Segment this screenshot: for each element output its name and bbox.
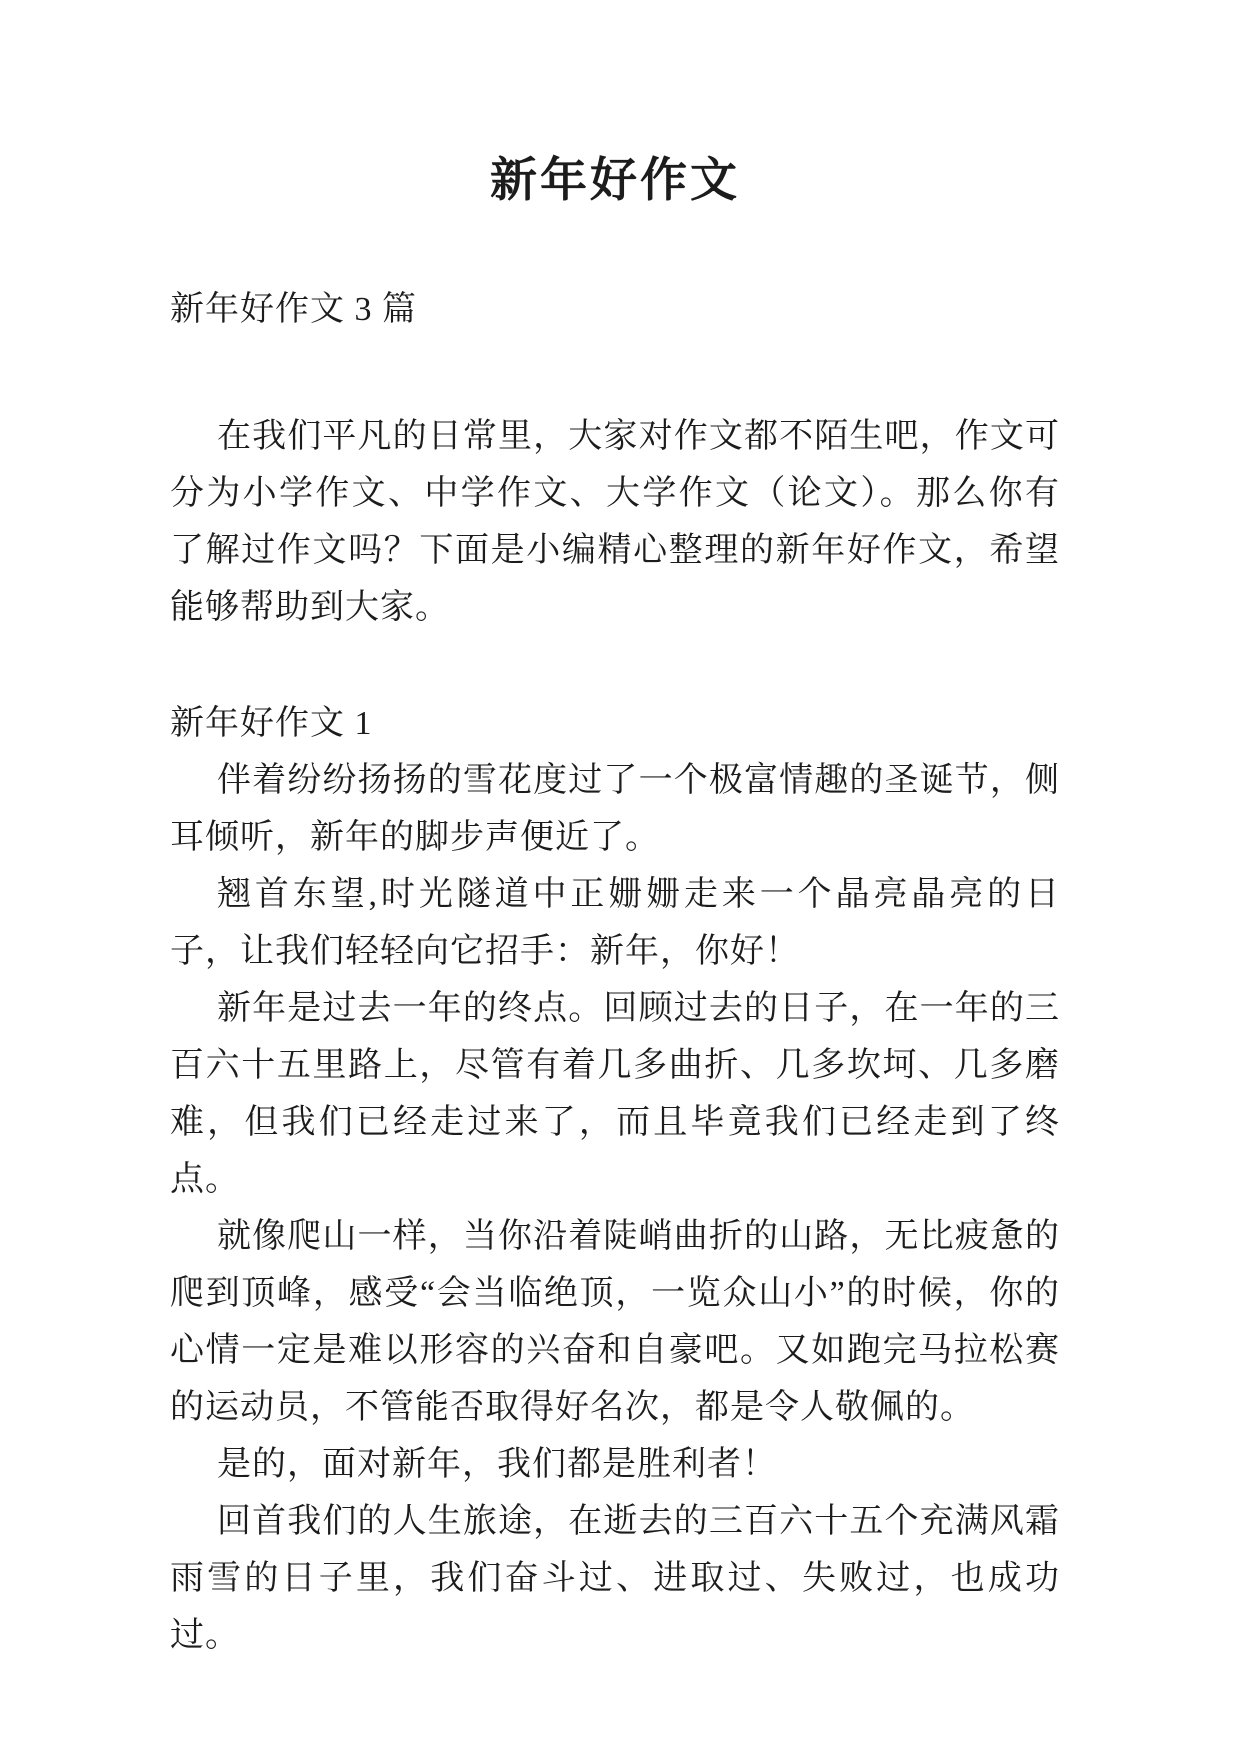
essay-paragraphs bbox=[170, 752, 1060, 1664]
document-title: 新年好作文 bbox=[490, 155, 740, 207]
essay-paragraph: 新年是过去一年的终点。回顾过去的日子，在一年的三百六十五里路上，尽管有着几多曲折、几多坎坷、几多磨难，但我们已经走过来了，而且毕竟我们已经走到了终点。 bbox=[170, 990, 1060, 1198]
essay-paragraph: 是的，面对新年，我们都是胜利者！ bbox=[217, 1446, 777, 1483]
document-subtitle: 新年好作文 3 篇 bbox=[170, 291, 417, 328]
essay-paragraph: 就像爬山一样，当你沿着陡峭曲折的山路，无比疲惫的爬到顶峰，感受“会当临绝顶，一览众山小”的时候，你的心情一定是难以形容的兴奋和自豪吧。又如跑完马拉松赛的运动员，不管能否取得好名次，都是令人敬佩的。 bbox=[170, 1218, 1060, 1426]
essay-paragraph: 回首我们的人生旅途，在逝去的三百六十五个充满风霜雨雪的日子里，我们奋斗过、进取过、失败过，也成功过。 bbox=[170, 1503, 1060, 1654]
section-heading: 新年好作文 1 bbox=[170, 705, 373, 742]
intro-paragraph: 在我们平凡的日常里，大家对作文都不陌生吧，作文可分为小学作文、中学作文、大学作文（论文）。那么你有了解过作文吗？下面是小编精心整理的新年好作文，希望能够帮助到大家。 bbox=[170, 418, 1060, 626]
essay-paragraph: 伴着纷纷扬扬的雪花度过了一个极富情趣的圣诞节，侧耳倾听，新年的脚步声便近了。 bbox=[170, 762, 1060, 856]
essay-paragraph: 翘首东望,时光隧道中正姗姗走来一个晶亮晶亮的日子，让我们轻轻向它招手：新年，你好！ bbox=[170, 876, 1060, 970]
